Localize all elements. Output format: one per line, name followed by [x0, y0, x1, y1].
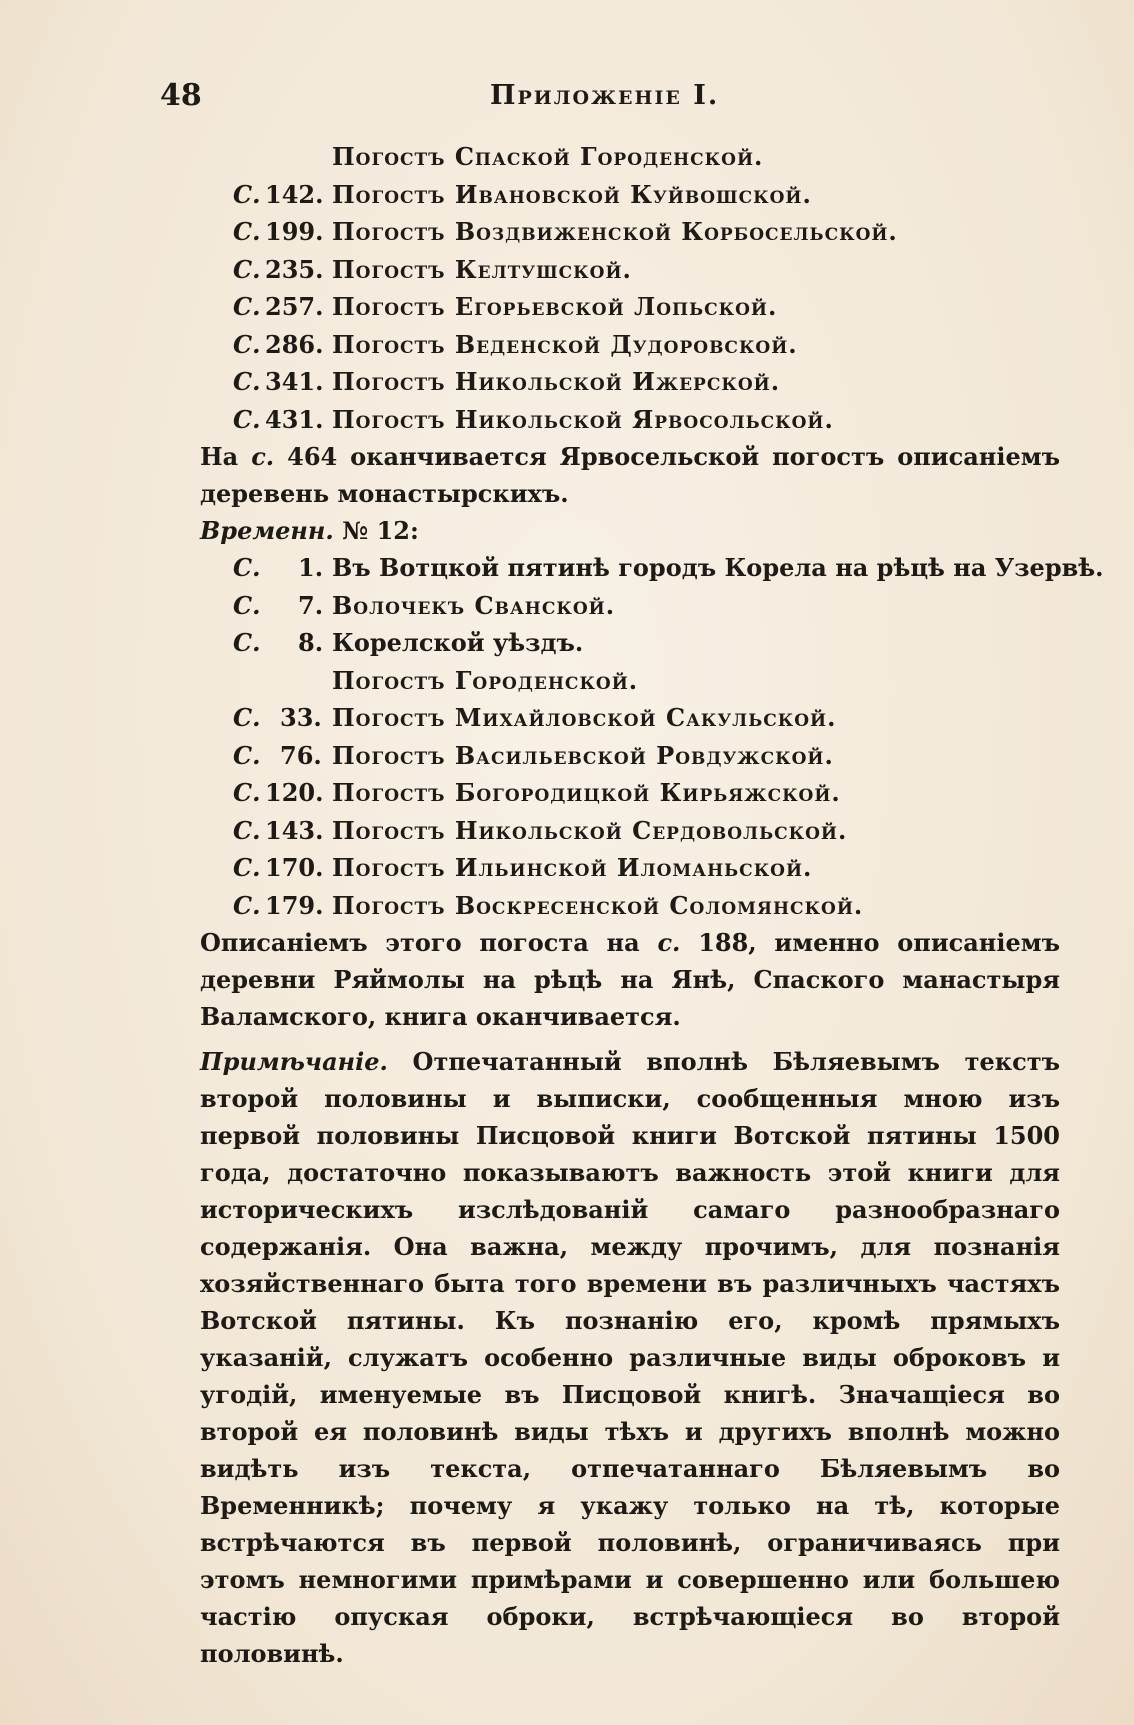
entry-mark: С.: [233, 179, 261, 209]
entry-number: 431.: [265, 404, 324, 434]
list-item: [200, 737, 1060, 775]
entry-mark: С.: [233, 815, 261, 845]
entry-list-b: [200, 549, 1104, 924]
page-number: 48: [160, 78, 202, 113]
entry-title: Погостъ Никольской Ярвосольской.: [332, 404, 834, 434]
entry-title: Погостъ Егорьевской Лопьской.: [332, 292, 778, 321]
para1-prefix: На: [200, 442, 252, 471]
entry-number: 8.: [298, 628, 324, 657]
entry-number: 199.: [265, 217, 324, 246]
list-item: [200, 624, 1060, 662]
entry-mark: С.: [233, 703, 261, 732]
entry-mark: С.: [233, 367, 261, 396]
entry-mark: С.: [233, 890, 261, 920]
entry-title: Погостъ Никольской Ижерской.: [332, 367, 781, 396]
list-item: [200, 587, 1060, 625]
entry-number: 7.: [298, 590, 324, 620]
entry-title: Корелской уѣздъ.: [332, 628, 584, 657]
entry-number: 76.: [280, 740, 322, 770]
entry-number: 341.: [265, 367, 324, 396]
entry-title: Погостъ Воскресенской Соломянской.: [332, 890, 864, 920]
entry-title: Погостъ Ивановской Куйвошской.: [332, 179, 812, 209]
para1-text: 464 оканчивается Ярвосельской погостъ описаніемъ деревень монастырскихъ.: [200, 442, 1060, 508]
list-item: [200, 549, 1104, 587]
entry-title: Волочекъ Сванской.: [332, 590, 616, 620]
entry-number: 286.: [265, 329, 324, 359]
entry-title: Погостъ Веденской Дудоровской.: [332, 329, 798, 359]
entry-mark: С.: [233, 778, 261, 807]
paragraph-book-ending: [200, 924, 1060, 1035]
list-item: [200, 251, 1060, 289]
entry-number: 235.: [265, 254, 324, 284]
entry-number: 257.: [265, 292, 324, 321]
entry-title: Погостъ Городенской.: [332, 665, 639, 695]
entry-mark: С.: [233, 740, 261, 770]
list-item: [200, 363, 1060, 401]
para2-prefix: Описаніемъ этого погоста на: [200, 928, 658, 957]
para1-page-abbrev: с.: [251, 442, 275, 471]
entry-number: 142.: [265, 179, 324, 209]
entry-title: Погостъ Спаской Городенской.: [332, 142, 764, 171]
entry-mark: С.: [233, 254, 261, 284]
list-item: [200, 401, 1060, 439]
entry-title: Погостъ Никольской Сердовольской.: [332, 815, 848, 845]
list-item: [200, 662, 1060, 700]
entry-title: Погостъ Михайловской Сакульской.: [332, 703, 837, 732]
entry-mark: С.: [233, 404, 261, 434]
entry-mark: С.: [233, 553, 261, 582]
entry-title: Погостъ Ильинской Иломаньской.: [332, 853, 813, 882]
entry-mark: С.: [233, 217, 261, 246]
note-text: Отпечатанный вполнѣ Бѣляевымъ текстъ второй половины и выписки, сообщенныя мною изъ первой половины Писцовой книги Вотской пятины 1500 года, достаточно показываютъ важность этой книги для историческихъ изслѣдованій самаго разнообразнаго содержанія. Она важна, между прочимъ, для познанія хозяйственнаго быта того времени въ различныхъ частяхъ Вотской пятины. Къ познанію его, кромѣ прямыхъ указаній, служатъ особенно различные виды оброковъ и угодій, именуемые въ Писцовой книгѣ. Значащіеся во второй ея половинѣ виды тѣхъ и другихъ вполнѣ можно видѣть изъ текста, отпечатаннаго Бѣляевымъ во Временникѣ; почему я укажу только на тѣ, которые встрѣчаются въ первой половинѣ, ограничиваясь при этомъ немногими примѣрами и совершенно или большею частію опуская оброки, встрѣчающіеся во второй половинѣ.: [200, 1047, 1060, 1668]
list-item: [200, 812, 1060, 850]
entry-title: Въ Вотцкой пятинѣ городъ Корела на рѣцѣ на Узервѣ.: [332, 553, 1104, 582]
entry-number: 1.: [298, 553, 324, 582]
list-item: [200, 326, 1060, 364]
list-item: [200, 699, 1060, 737]
list-item: [200, 887, 1060, 925]
source-label: Временн.: [200, 516, 334, 545]
list-item: [200, 849, 1060, 887]
page-header: [160, 78, 1060, 118]
entry-list-a: [200, 138, 1060, 438]
entry-mark: С.: [233, 292, 261, 321]
page-content: [200, 138, 1104, 1672]
list-item: [200, 288, 1060, 326]
paragraph-ending-note: [200, 438, 1060, 512]
list-item: [200, 138, 1060, 176]
entry-mark: С.: [233, 853, 261, 882]
entry-number: 179.: [265, 890, 324, 920]
para2-page-abbrev: с.: [657, 928, 681, 957]
entry-title: Погостъ Васильевской Ровдужской.: [332, 740, 834, 770]
entry-mark: С.: [233, 628, 261, 657]
entry-number: 120.: [265, 778, 324, 807]
entry-title: Погостъ Воздвиженской Корбосельской.: [332, 217, 898, 246]
note-paragraph: [200, 1043, 1060, 1672]
entry-title: Погостъ Келтушской.: [332, 254, 632, 284]
entry-number: 33.: [280, 703, 322, 732]
source-number: № 12:: [333, 516, 419, 545]
note-label: Примѣчаніе.: [200, 1047, 388, 1076]
entry-number: 170.: [265, 853, 324, 882]
entry-mark: С.: [233, 329, 261, 359]
running-head: Приложеніе I.: [490, 80, 720, 111]
para2-text: 188, именно описаніемъ деревни Ряймолы на рѣцѣ на Янѣ, Спаского манастыря Валамского, книга оканчивается.: [200, 928, 1061, 1031]
list-item: [200, 176, 1060, 214]
list-item: [200, 774, 1060, 812]
list-item: [200, 213, 1060, 251]
source-reference: [200, 512, 1060, 549]
entry-mark: С.: [233, 590, 261, 620]
entry-title: Погостъ Богородицкой Кирьяжской.: [332, 778, 841, 807]
entry-number: 143.: [265, 815, 324, 845]
